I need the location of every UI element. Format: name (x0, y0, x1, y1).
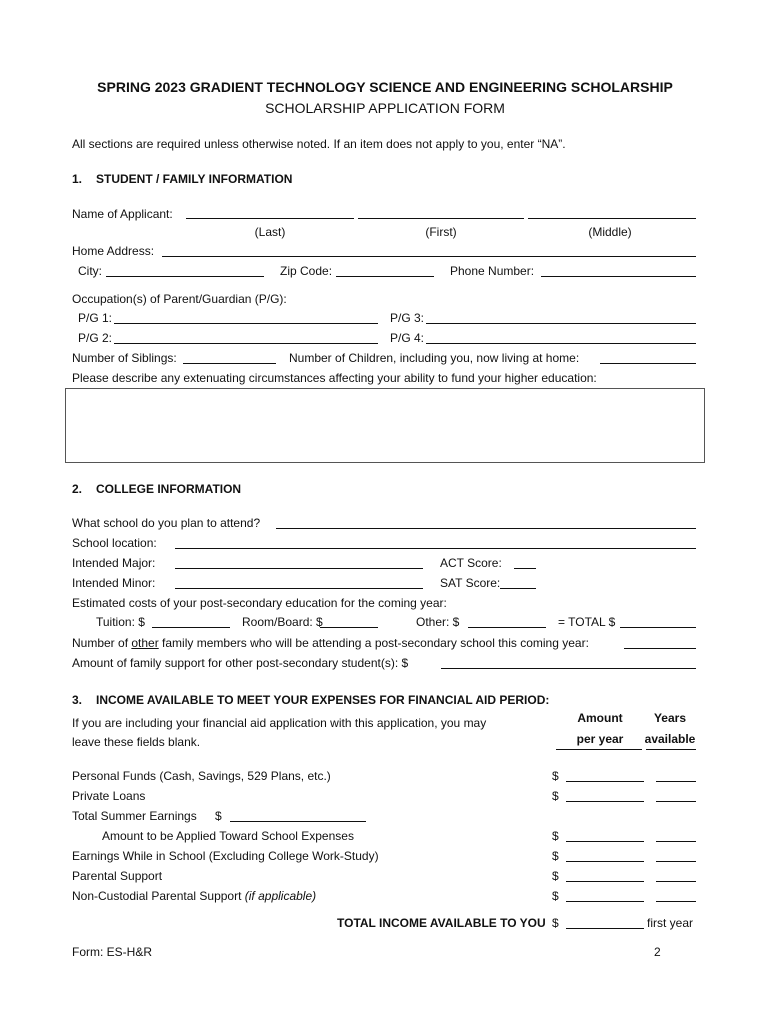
intro-text: All sections are required unless otherwise noted. If an item does not apply to you, enter “NA”. (72, 137, 566, 151)
family-support-field[interactable] (441, 668, 696, 669)
amount-header-2: per year (576, 732, 624, 746)
minor-label: Intended Minor: (72, 576, 156, 590)
private-loans-years-field[interactable] (656, 801, 696, 802)
other-cost-field[interactable] (468, 627, 546, 628)
siblings-field[interactable] (183, 363, 276, 364)
amount-header-1: Amount (577, 711, 623, 725)
section3-heading: INCOME AVAILABLE TO MEET YOUR EXPENSES FOR FINANCIAL AID PERIOD: (96, 693, 550, 707)
section2-heading: COLLEGE INFORMATION (96, 482, 242, 496)
phone-field[interactable] (541, 276, 696, 277)
years-header-1: Years (653, 711, 687, 725)
family-support-label: Amount of family support for other post-secondary student(s): $ (72, 656, 409, 670)
section1-number: 1. (72, 172, 83, 186)
pg3-label: P/G 3: (390, 311, 425, 325)
first-year-label: first year (647, 916, 694, 930)
occupation-label: Occupation(s) of Parent/Guardian (P/G): (72, 292, 287, 306)
costs-label: Estimated costs of your post-secondary education for the coming year: (72, 596, 447, 610)
pg3-field[interactable] (426, 323, 696, 324)
pg2-label: P/G 2: (78, 331, 113, 345)
page-number: 2 (654, 945, 661, 959)
last-name-field[interactable] (186, 218, 354, 219)
family-members-field[interactable] (624, 648, 696, 649)
dollar-sign: $ (552, 829, 559, 843)
minor-field[interactable] (175, 588, 423, 589)
applied-amount-field[interactable] (566, 841, 644, 842)
room-board-field[interactable] (320, 627, 378, 628)
total-cost-label: = TOTAL $ (558, 615, 616, 629)
siblings-label: Number of Siblings: (72, 351, 177, 365)
phone-label: Phone Number: (450, 264, 535, 278)
private-loans-label: Private Loans (72, 789, 146, 803)
parental-support-label: Parental Support (72, 869, 163, 883)
family-members-label: Number of other family members who will be attending a post-secondary school this coming year: (72, 636, 589, 650)
applicant-name-label: Name of Applicant: (72, 207, 173, 221)
total-income-field[interactable] (566, 928, 644, 929)
income-note-1: If you are including your financial aid application with this application, you may (72, 716, 487, 730)
home-address-label: Home Address: (72, 244, 155, 258)
dollar-sign: $ (552, 916, 559, 930)
middle-name-field[interactable] (528, 218, 696, 219)
personal-funds-years-field[interactable] (656, 781, 696, 782)
school-earnings-years-field[interactable] (656, 861, 696, 862)
summer-earnings-field[interactable] (230, 821, 366, 822)
home-address-field[interactable] (162, 256, 696, 257)
dollar-sign: $ (552, 789, 559, 803)
act-label: ACT Score: (440, 556, 502, 570)
pg1-label: P/G 1: (78, 311, 113, 325)
form-subtitle: SCHOLARSHIP APPLICATION FORM (265, 100, 505, 116)
school-earnings-label: Earnings While in School (Excluding College Work-Study) (72, 849, 379, 863)
private-loans-amount-field[interactable] (566, 801, 644, 802)
other-cost-label: Other: $ (416, 615, 460, 629)
pg2-field[interactable] (114, 343, 378, 344)
location-field[interactable] (175, 548, 696, 549)
pg4-field[interactable] (426, 343, 696, 344)
city-label: City: (78, 264, 102, 278)
parental-support-amount-field[interactable] (566, 881, 644, 882)
summer-earnings-label: Total Summer Earnings (72, 809, 197, 823)
years-header-2: available (644, 732, 696, 746)
section1-heading: STUDENT / FAMILY INFORMATION (96, 172, 293, 186)
pg4-label: P/G 4: (390, 331, 425, 345)
zip-field[interactable] (336, 276, 434, 277)
tuition-label: Tuition: $ (96, 615, 145, 629)
circumstances-label: Please describe any extenuating circumstances affecting your ability to fund your higher education: (72, 371, 597, 385)
children-label: Number of Children, including you, now living at home: (289, 351, 580, 365)
circumstances-textarea[interactable] (65, 388, 705, 463)
last-caption: (Last) (254, 225, 286, 239)
tuition-field[interactable] (152, 627, 230, 628)
section2-number: 2. (72, 482, 83, 496)
first-caption: (First) (425, 225, 457, 239)
middle-caption: (Middle) (588, 225, 632, 239)
personal-funds-label: Personal Funds (Cash, Savings, 529 Plans, etc.) (72, 769, 331, 783)
amount-header-underline (556, 749, 642, 750)
noncustodial-support-label: Non-Custodial Parental Support (if applicable) (72, 889, 317, 903)
sat-field[interactable] (500, 588, 536, 589)
section3-number: 3. (72, 693, 83, 707)
dollar-sign: $ (552, 849, 559, 863)
summer-dollar-sign: $ (215, 809, 222, 823)
room-board-label: Room/Board: $ (242, 615, 323, 629)
noncustodial-amount-field[interactable] (566, 901, 644, 902)
major-label: Intended Major: (72, 556, 156, 570)
years-header-underline (646, 749, 696, 750)
location-label: School location: (72, 536, 157, 550)
major-field[interactable] (175, 568, 423, 569)
total-cost-field[interactable] (620, 627, 696, 628)
applied-years-field[interactable] (656, 841, 696, 842)
city-field[interactable] (106, 276, 264, 277)
act-field[interactable] (514, 568, 536, 569)
sat-label: SAT Score: (440, 576, 501, 590)
personal-funds-amount-field[interactable] (566, 781, 644, 782)
school-earnings-amount-field[interactable] (566, 861, 644, 862)
form-title: SPRING 2023 GRADIENT TECHNOLOGY SCIENCE AND ENGINEERING SCHOLARSHIP (97, 79, 673, 95)
pg1-field[interactable] (114, 323, 378, 324)
first-name-field[interactable] (358, 218, 524, 219)
total-income-label: TOTAL INCOME AVAILABLE TO YOU (337, 916, 546, 930)
form-code: Form: ES-H&R (72, 945, 153, 959)
school-label: What school do you plan to attend? (72, 516, 261, 530)
dollar-sign: $ (552, 769, 559, 783)
income-note-2: leave these fields blank. (72, 735, 201, 749)
children-field[interactable] (600, 363, 696, 364)
noncustodial-years-field[interactable] (656, 901, 696, 902)
school-field[interactable] (276, 528, 696, 529)
dollar-sign: $ (552, 869, 559, 883)
parental-support-years-field[interactable] (656, 881, 696, 882)
applied-amount-label: Amount to be Applied Toward School Expenses (102, 829, 354, 843)
zip-label: Zip Code: (280, 264, 333, 278)
dollar-sign: $ (552, 889, 559, 903)
